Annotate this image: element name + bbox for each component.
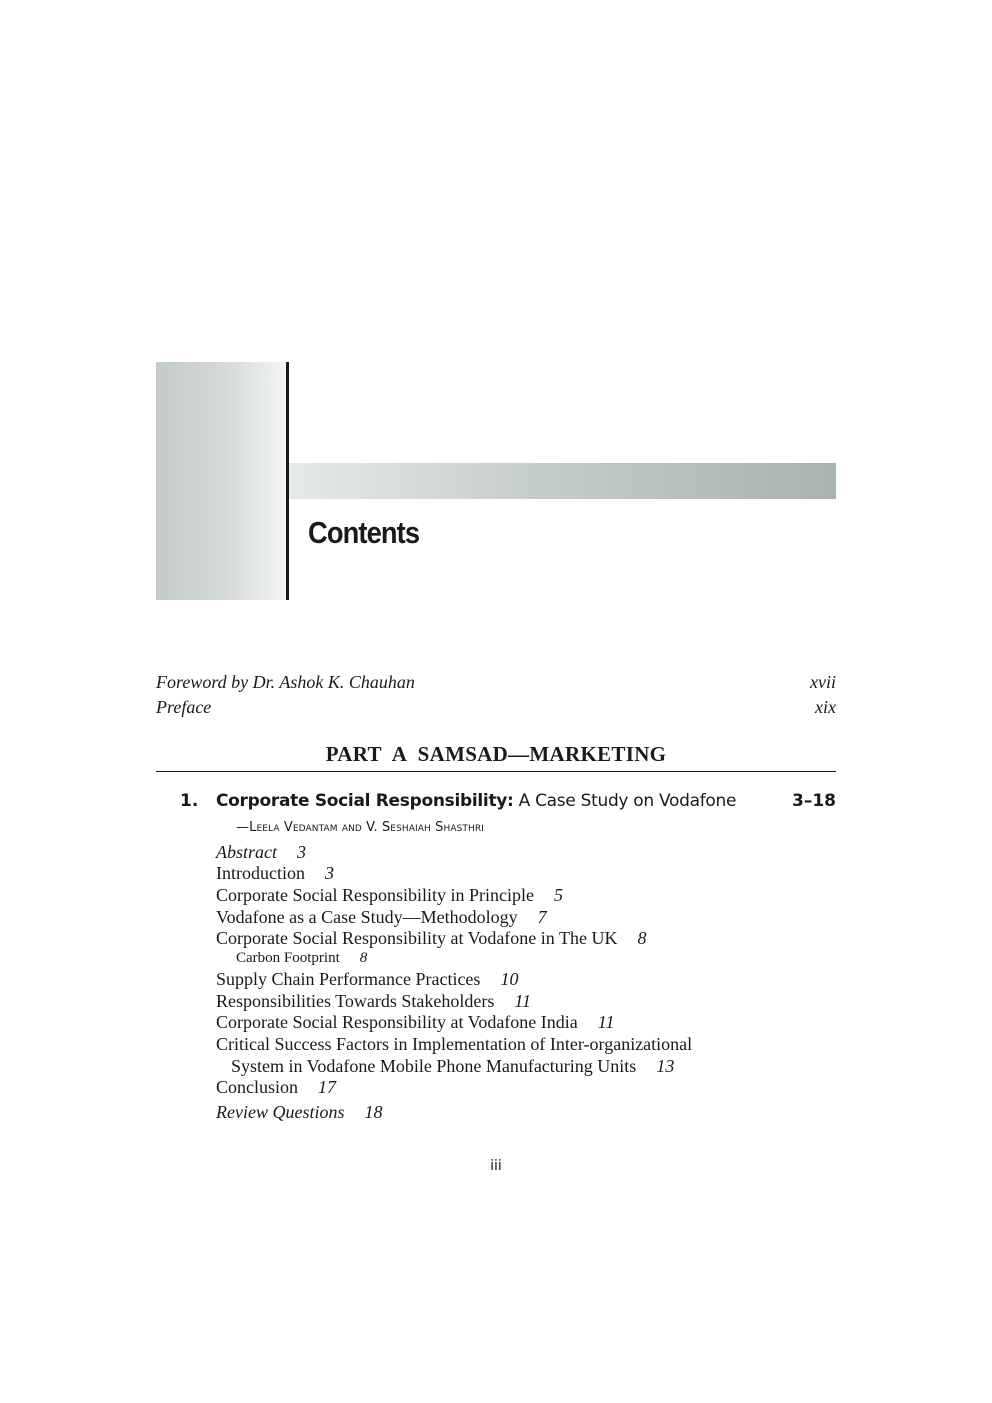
toc-entry-text: Critical Success Factors in Implementation of Inter-organizational — [216, 1034, 693, 1054]
chapter-title[interactable] — [216, 791, 736, 811]
toc-entry-text: Supply Chain Performance Practices — [216, 969, 481, 989]
front-matter-page: xvii — [810, 672, 836, 692]
toc-entry[interactable] — [216, 1012, 614, 1033]
toc-entry-page: 7 — [537, 907, 547, 927]
toc-entry[interactable] — [216, 863, 334, 884]
toc-entry-text: Introduction — [216, 863, 305, 883]
toc-entry-page: 18 — [364, 1102, 383, 1122]
toc-entry-page: 8 — [359, 950, 368, 966]
chapter-title-rest: A Case Study on Vodafone — [513, 791, 737, 811]
toc-entry-page: 11 — [597, 1012, 615, 1032]
toc-entry-text: Corporate Social Responsibility in Principle — [216, 885, 534, 905]
front-matter-page: xix — [815, 697, 836, 717]
front-matter-entry[interactable] — [156, 697, 836, 718]
toc-entry-page: 5 — [553, 885, 563, 905]
front-matter-label: Foreword by Dr. Ashok K. Chauhan — [156, 672, 415, 692]
toc-entry-text: Vodafone as a Case Study—Methodology — [216, 907, 518, 927]
toc-entry-page: 3 — [297, 842, 306, 862]
toc-entry-page: 17 — [318, 1077, 337, 1097]
toc-entry-review-questions[interactable] — [216, 1102, 382, 1123]
chapter-number: 1. — [180, 791, 199, 811]
toc-entry-text: Corporate Social Responsibility at Vodafone in The UK — [216, 928, 618, 948]
toc-entry-continuation[interactable] — [231, 1056, 674, 1077]
toc-entry[interactable] — [216, 1034, 692, 1055]
toc-entry-text: Review Questions — [216, 1102, 345, 1122]
toc-entry-page: 3 — [324, 863, 334, 883]
toc-entry[interactable] — [216, 885, 563, 906]
toc-entry[interactable] — [216, 1077, 336, 1098]
decorative-gray-block — [156, 362, 287, 600]
decorative-gradient-bar — [289, 463, 836, 499]
toc-entry-text: Corporate Social Responsibility at Vodafone India — [216, 1012, 578, 1032]
chapter-title-bold: Corporate Social Responsibility: — [216, 791, 514, 811]
chapter-authors-text: —Leela Vedantam and V. Seshaiah Shasthri — [236, 820, 485, 835]
chapter-authors — [236, 820, 484, 835]
toc-entry-text: Abstract — [216, 842, 277, 862]
toc-entry[interactable] — [216, 928, 646, 949]
toc-entry-page: 10 — [500, 969, 519, 989]
chapter-page-range: 3–18 — [792, 791, 836, 811]
page-number: iii — [490, 1158, 502, 1174]
toc-subentry[interactable] — [236, 950, 367, 967]
front-matter-label: Preface — [156, 697, 212, 717]
toc-entry-text: Responsibilities Towards Stakeholders — [216, 991, 495, 1011]
toc-entry-page: 13 — [656, 1056, 675, 1076]
toc-entry[interactable] — [216, 991, 531, 1012]
toc-entry-text: System in Vodafone Mobile Phone Manufacturing Units — [231, 1056, 637, 1076]
toc-entry-abstract[interactable] — [216, 842, 306, 863]
part-heading: PART A SAMSAD—MARKETING — [325, 742, 667, 766]
part-divider — [156, 771, 836, 772]
toc-entry[interactable] — [216, 907, 547, 928]
toc-entry-text: Carbon Footprint — [236, 950, 340, 966]
front-matter-entry[interactable] — [156, 672, 836, 693]
toc-entry-page: 11 — [514, 991, 532, 1011]
page-title: Contents — [308, 515, 420, 550]
toc-entry-page: 8 — [637, 928, 647, 948]
toc-entry-text: Conclusion — [216, 1077, 299, 1097]
toc-entry[interactable] — [216, 969, 518, 990]
